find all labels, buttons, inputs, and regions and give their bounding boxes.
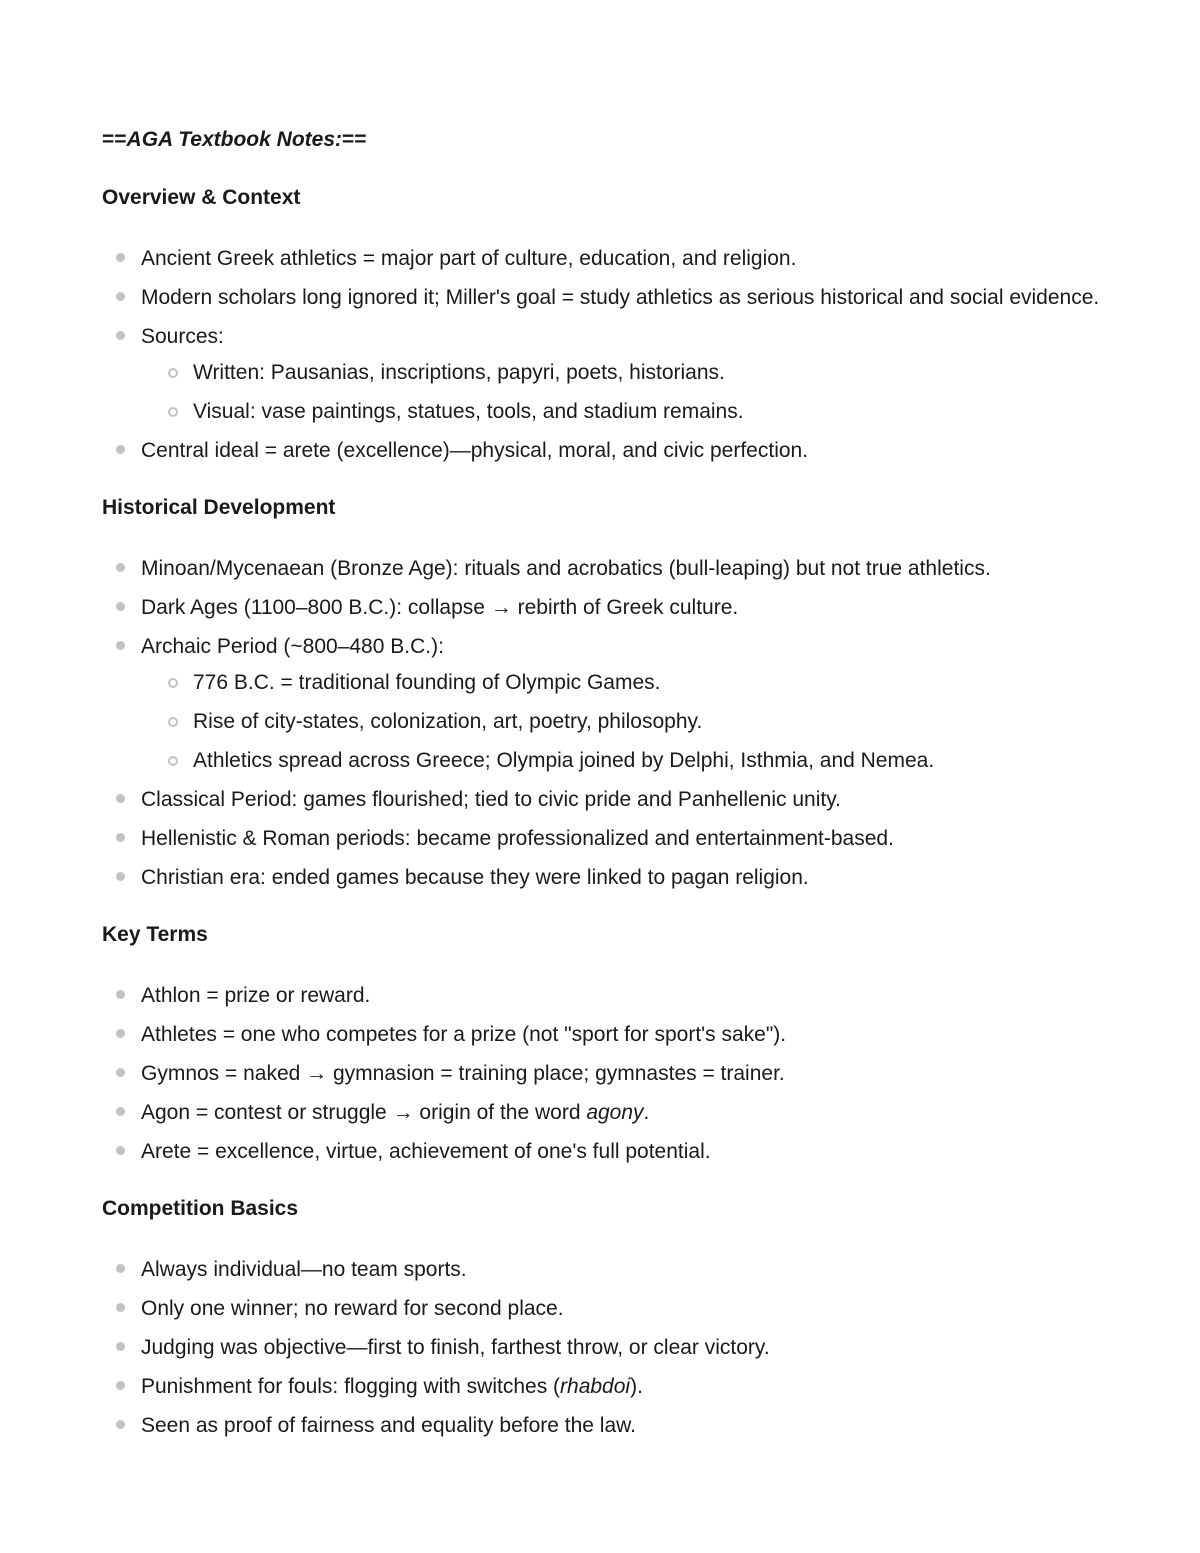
list-item-text-before: Punishment for fouls: flogging with switches ( bbox=[141, 1375, 561, 1398]
list-item-text: Minoan/Mycenaean (Bronze Age): rituals and acrobatics (bull-leaping) but not true athletics. bbox=[141, 557, 991, 580]
list-item-text-after: . bbox=[643, 1101, 650, 1124]
list-item-text-after: ). bbox=[630, 1375, 643, 1398]
list-item bbox=[102, 782, 1102, 817]
section-heading-history: Historical Development bbox=[102, 496, 336, 519]
list-item-text: Classical Period: games flourished; tied to civic pride and Panhellenic unity. bbox=[141, 788, 841, 811]
list-item-text: Central ideal = arete (excellence)—physical, moral, and civic perfection. bbox=[141, 439, 809, 462]
section-heading-overview: Overview & Context bbox=[102, 186, 301, 209]
sub-list-item-text: Rise of city-states, colonization, art, poetry, philosophy. bbox=[193, 710, 703, 733]
list-item-text: Modern scholars long ignored it; Miller's goal = study athletics as serious historical and social evidence. bbox=[141, 286, 1100, 309]
bullet-list-key-terms bbox=[102, 978, 1102, 1169]
list-item-text: Archaic Period (~800–480 B.C.): bbox=[141, 635, 444, 658]
list-item bbox=[102, 1369, 1102, 1404]
sub-list-sources bbox=[141, 355, 1102, 429]
sub-list-item-text: Athletics spread across Greece; Olympia joined by Delphi, Isthmia, and Nemea. bbox=[193, 749, 935, 772]
list-item-text: Only one winner; no reward for second place. bbox=[141, 1297, 564, 1320]
title-suffix: == bbox=[342, 128, 367, 151]
sub-list-item bbox=[141, 665, 1102, 700]
sub-list-item-text: 776 B.C. = traditional founding of Olympic Games. bbox=[193, 671, 661, 694]
list-item-text: Athlon = prize or reward. bbox=[141, 984, 371, 1007]
list-item-text: Seen as proof of fairness and equality before the law. bbox=[141, 1414, 636, 1437]
list-item bbox=[102, 629, 1102, 778]
sub-list-item-text: Visual: vase paintings, statues, tools, and stadium remains. bbox=[193, 400, 744, 423]
list-item bbox=[102, 433, 1102, 468]
sub-list-item bbox=[141, 394, 1102, 429]
sub-list-item bbox=[141, 355, 1102, 390]
list-item bbox=[102, 590, 1102, 625]
title-prefix: == bbox=[102, 128, 127, 151]
list-item bbox=[102, 280, 1102, 315]
list-item-text: Arete = excellence, virtue, achievement of one's full potential. bbox=[141, 1140, 711, 1163]
list-item bbox=[102, 319, 1102, 429]
list-item-text: Gymnos = naked → gymnasion = training place; gymnastes = trainer. bbox=[141, 1062, 785, 1085]
bullet-list-overview bbox=[102, 241, 1102, 468]
list-item-text: Dark Ages (1100–800 B.C.): collapse → rebirth of Greek culture. bbox=[141, 596, 739, 619]
list-item bbox=[102, 1095, 1102, 1130]
list-item-text: Ancient Greek athletics = major part of culture, education, and religion. bbox=[141, 247, 797, 270]
list-item bbox=[102, 1056, 1102, 1091]
sub-list-archaic bbox=[141, 665, 1102, 778]
list-item-emphasis: rhabdoi bbox=[560, 1375, 631, 1398]
bullet-list-history bbox=[102, 551, 1102, 895]
list-item-text: Always individual—no team sports. bbox=[141, 1258, 467, 1281]
list-item-text: Judging was objective—first to finish, farthest throw, or clear victory. bbox=[141, 1336, 770, 1359]
list-item bbox=[102, 1017, 1102, 1052]
sub-list-item bbox=[141, 743, 1102, 778]
list-item-text-before: Agon = contest or struggle → origin of the word bbox=[141, 1101, 587, 1124]
list-item bbox=[102, 1134, 1102, 1169]
list-item-text: Athletes = one who competes for a prize (not "sport for sport's sake"). bbox=[141, 1023, 787, 1046]
document-title bbox=[102, 126, 1102, 154]
title-text: AGA Textbook Notes: bbox=[126, 128, 342, 151]
list-item bbox=[102, 821, 1102, 856]
list-item bbox=[102, 978, 1102, 1013]
sub-list-item-text: Written: Pausanias, inscriptions, papyri, poets, historians. bbox=[193, 361, 725, 384]
section-heading-key-terms: Key Terms bbox=[102, 923, 208, 946]
list-item-emphasis: agony bbox=[586, 1101, 644, 1124]
list-item-text: Christian era: ended games because they were linked to pagan religion. bbox=[141, 866, 809, 889]
bullet-list-competition bbox=[102, 1252, 1102, 1443]
list-item bbox=[102, 1408, 1102, 1443]
list-item bbox=[102, 241, 1102, 276]
sub-list-item bbox=[141, 704, 1102, 739]
list-item bbox=[102, 1291, 1102, 1326]
list-item-text: Hellenistic & Roman periods: became professionalized and entertainment-based. bbox=[141, 827, 894, 850]
list-item-text: Sources: bbox=[141, 325, 224, 348]
list-item bbox=[102, 860, 1102, 895]
list-item bbox=[102, 1330, 1102, 1365]
section-heading-competition: Competition Basics bbox=[102, 1197, 299, 1220]
document-page bbox=[102, 126, 1102, 1469]
list-item bbox=[102, 551, 1102, 586]
list-item bbox=[102, 1252, 1102, 1287]
